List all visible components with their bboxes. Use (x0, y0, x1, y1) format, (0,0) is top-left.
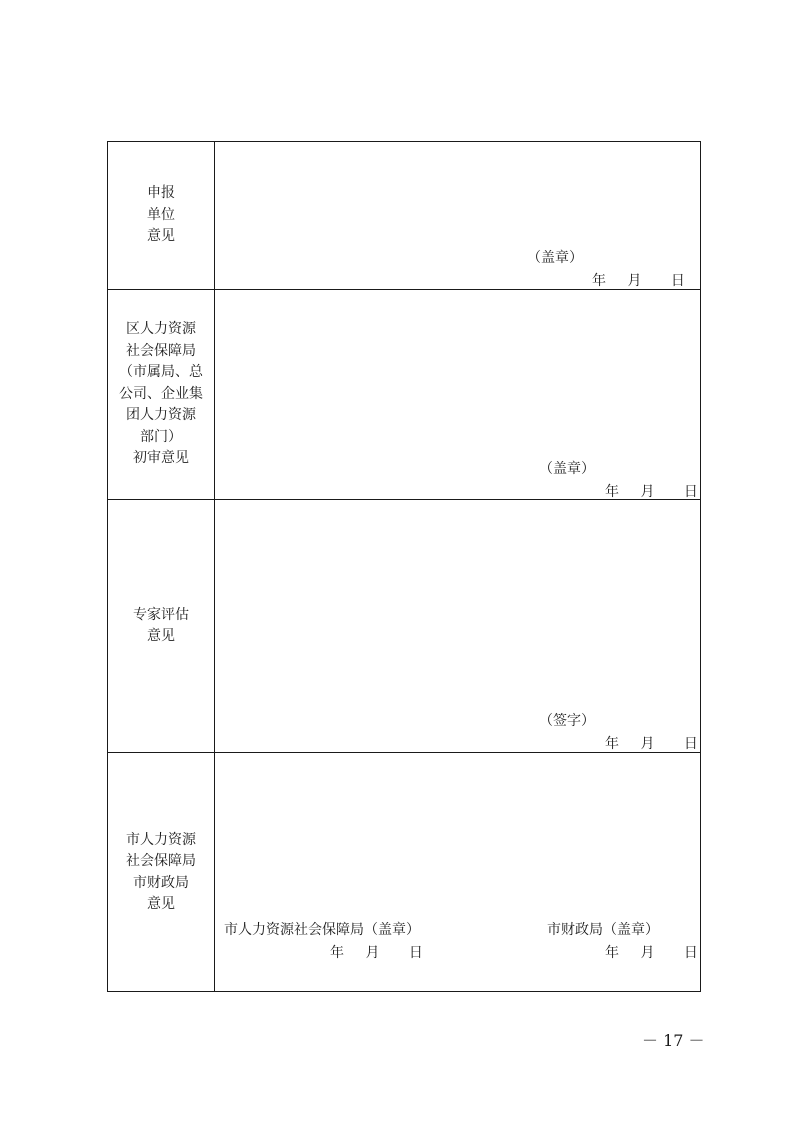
label-line: 区人力资源 (126, 321, 196, 338)
date-line (605, 481, 698, 501)
hr-bureau-stamp-label: 市人力资源社会保障局（盖章） (224, 922, 420, 938)
content-cell-expert (215, 500, 700, 752)
date-month: 月 (365, 945, 380, 961)
row-expert-evaluation (108, 499, 700, 752)
label-line: 公司、企业集 (119, 385, 203, 402)
signature-label: （签字） (539, 713, 595, 729)
label-line: （市属局、总 (119, 364, 203, 381)
label-line: 单位 (147, 206, 175, 223)
label-line: 社会保障局 (126, 853, 196, 869)
content-cell-city (215, 753, 700, 992)
row-preliminary-review (108, 289, 700, 499)
label-line: 初审意见 (133, 450, 189, 467)
date-year: 年 (605, 736, 619, 752)
label-cell-preliminary (108, 290, 215, 499)
hr-bureau-date-line (330, 942, 423, 962)
content-cell-applicant (215, 142, 700, 289)
date-month: 月 (640, 736, 655, 752)
label-cell-city (108, 753, 215, 992)
date-day: 日 (683, 484, 698, 500)
date-year: 年 (592, 273, 606, 289)
date-month: 月 (640, 945, 655, 961)
label-line: 团人力资源 (126, 407, 196, 424)
finance-bureau-date-line (605, 942, 698, 962)
date-year: 年 (330, 945, 344, 961)
label-cell-applicant (108, 142, 215, 289)
date-day: 日 (670, 273, 685, 289)
date-line (605, 733, 698, 753)
label-line: 专家评估 (133, 606, 189, 623)
label-cell-expert (108, 500, 215, 752)
stamp-label: （盖章） (539, 461, 595, 477)
row-applicant-opinion (108, 142, 700, 289)
approval-form-table (107, 141, 701, 992)
date-month: 月 (627, 273, 642, 289)
label-line: 意见 (147, 628, 175, 644)
label-line: 意见 (147, 228, 175, 245)
date-day: 日 (408, 945, 423, 961)
content-cell-preliminary (215, 290, 700, 499)
date-day: 日 (683, 736, 698, 752)
label-line: 市人力资源 (126, 831, 196, 848)
label-line: 申报 (147, 185, 175, 202)
date-year: 年 (605, 945, 619, 961)
label-line: 部门） (140, 428, 182, 445)
date-month: 月 (640, 484, 655, 500)
page-number: － 17 － (642, 1031, 705, 1050)
stamp-label: （盖章） (527, 250, 583, 266)
finance-bureau-stamp-label: 市财政局（盖章） (547, 922, 659, 938)
row-city-bureau-opinion (108, 752, 700, 992)
date-year: 年 (605, 484, 619, 500)
label-line: 市财政局 (133, 874, 189, 891)
label-line: 社会保障局 (126, 342, 196, 359)
date-line (592, 270, 685, 290)
label-line: 意见 (147, 896, 175, 912)
date-day: 日 (683, 945, 698, 961)
